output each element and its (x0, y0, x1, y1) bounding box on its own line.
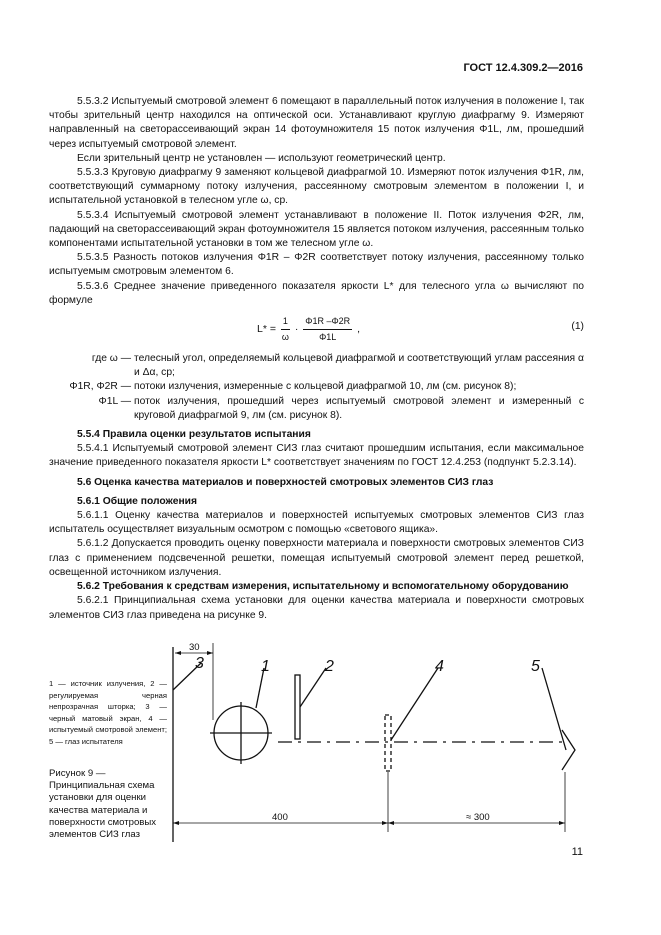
arrow-head (559, 821, 565, 825)
para-5-6-1-1: 5.6.1.1 Оценку качества материалов и поверхностей испытуемых смотровых элементов СИЗ глаз испытатель осуществляет визуальным осмотром с помощью «светового ящика». (49, 510, 584, 536)
arrow-head (175, 651, 181, 655)
para-5-5-3-3: 5.5.3.3 Круговую диафрагму 9 заменяют кольцевой диафрагмой 10. Измеряют поток излучения Φ1R, лм, соответствующий суммарному потоку излучения, рассеянному смотровым элементом в положении I, и испытательной установкой в телесном угле ω, ср. (49, 167, 584, 207)
heading-5-6-2: 5.6.2 Требования к средствам измерения, испытательному и вспомогательному оборудованию (77, 581, 569, 593)
para-5-6-2-1: 5.6.2.1 Принципиальная схема установки для оценки качества материала и поверхности смотровых элементов СИЗ глаз приведена на рисунке 9. (49, 595, 584, 621)
arrow-head (173, 821, 179, 825)
para-5-5-4-1: 5.5.4.1 Испытуемый смотровой элемент СИЗ глаз считают прошедшим испытания, если максимальное значение приведенного показателя яркости L* соответствует значениям по ГОСТ 12.4.253 (подпункт 5.2.3.14). (49, 443, 584, 469)
arrow-head (207, 651, 213, 655)
formula-dot: · (294, 323, 299, 336)
dim-300-label: ≈ 300 (466, 812, 490, 823)
equation-number: (1) (571, 321, 584, 333)
label-3: 3 (195, 655, 204, 672)
arrow-head (388, 821, 394, 825)
para-5-6-1-2: 5.6.1.2 Допускается проводить оценку поверхности материала и поверхности смотровых элементов СИЗ глаз с применением подсвеченной решетки, помещая испытуемый смотровой элемент перед решеткой, освещенной источником излучения. (49, 538, 584, 578)
definition-text: телесный угол, определяемый кольцевой диафрагмой и соответствующий углам рассеяния α и Δα, ср; (134, 353, 584, 379)
leader-2 (300, 668, 326, 707)
label-1: 1 (261, 658, 270, 675)
leader-4 (391, 668, 438, 740)
test-element (385, 715, 391, 771)
document-header: ГОСТ 12.4.309.2—2016 (463, 62, 583, 74)
definition-text: поток излучения, прошедший через испытуемый смотровой элемент и измеренный с круговой диафрагмой 9, лм (см. рисунок 8). (134, 395, 584, 421)
fraction-1-den: ω (281, 332, 289, 343)
label-4: 4 (435, 658, 444, 675)
shutter-rect (295, 675, 300, 739)
para-5-5-3-2: 5.5.3.2 Испытуемый смотровой элемент 6 помещают в параллельный поток излучения в положение I, так чтобы зрительный центр находился на оптической оси. Устанавливают круглую диафрагму 9. Измеряют направленный на светорассеивающий экран 14 фотоумножителя 15 поток излучения Φ1L, лм, прошедший через испытуемый смотровой элемент. (49, 96, 584, 150)
formula-lhs: L* = (257, 323, 276, 336)
fraction-2-num: Φ1R –Φ2R (303, 314, 352, 330)
definition-symbol: Φ1R, Φ2R — (69, 381, 131, 393)
para-5-5-3-4: 5.5.3.4 Испытуемый смотровой элемент устанавливают в положение II. Поток излучения Φ2R, лм, падающий на светорассеивающий экран фотоумножителя 15 является потоком излучения, рассеянным только компонентами испытательной установки в том же телесном угле ω. (49, 209, 584, 250)
eye-outline (562, 730, 575, 770)
page-number: 11 (571, 846, 583, 858)
definition-text: потоки излучения, измеренные с кольцевой диафрагмой 10, лм (см. рисунок 8); (134, 381, 517, 393)
heading-5-6-1: 5.6.1 Общие положения (77, 495, 197, 507)
leader-5 (542, 668, 566, 750)
para-5-5-3-5: 5.5.3.5 Разность потоков излучения Φ1R – Φ2R соответствует потоку излучения, рассеянному только испытуемым смотровым элементом 6. (49, 252, 584, 278)
formula-end: , (357, 323, 360, 336)
label-2: 2 (325, 658, 334, 675)
fraction-1-num: 1 (281, 314, 290, 330)
heading-5-5-4: 5.5.4 Правила оценки результатов испытания (77, 429, 311, 441)
fraction-2-den: Φ1L (319, 332, 337, 343)
heading-5-6: 5.6 Оценка качества материалов и поверхностей смотровых элементов СИЗ глаз (77, 476, 494, 488)
figure-caption: Рисунок 9 — Принципиальная схема установки для оценки качества материала и поверхности смотровых элементов СИЗ глаз (49, 768, 157, 841)
definition-symbol: где ω — (91, 353, 131, 365)
figure-legend: 1 — источник излучения, 2 — регулируемая черная непрозрачная шторка; 3 — черный матовый экран, 4 — испытуемый смотровой элемент; 5 — глаз испытателя (49, 679, 167, 746)
definition-symbol: Φ1L — (98, 395, 131, 407)
dim-400-label: 400 (272, 812, 288, 823)
para-note: Если зрительный центр не установлен — используют геометрический центр. (77, 152, 446, 164)
para-5-5-3-6: 5.5.3.6 Среднее значение приведенного показателя яркости L* для телесного угла ω вычисляют по формуле (49, 280, 584, 306)
arrow-head (382, 821, 388, 825)
label-5: 5 (531, 658, 540, 675)
dim-30-label: 30 (189, 642, 200, 653)
